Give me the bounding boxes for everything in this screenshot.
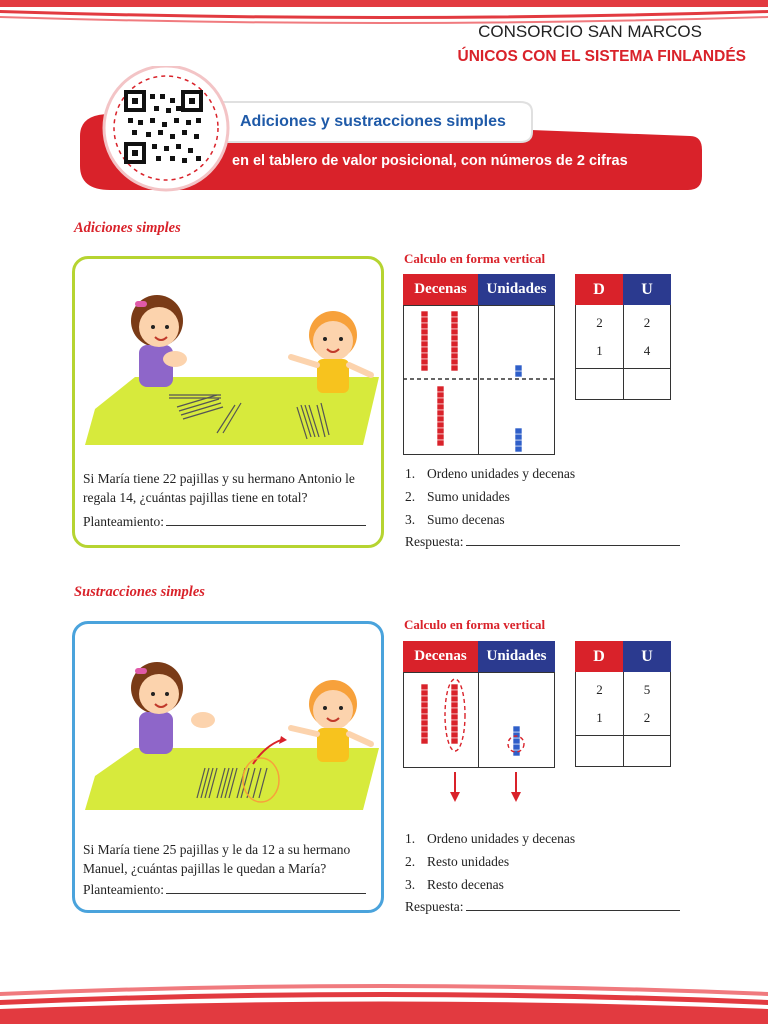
du-cell: 4 xyxy=(643,343,651,358)
step-item: 3. Sumo decenas xyxy=(405,512,505,527)
decenas-header: Decenas xyxy=(403,274,478,305)
du-cell: 2 xyxy=(596,682,603,697)
children-giving-straws-illustration xyxy=(85,642,379,812)
du-result-u[interactable] xyxy=(623,736,670,766)
du-result-u[interactable] xyxy=(623,369,670,399)
subtraction-du-table xyxy=(575,641,671,767)
addition-du-table xyxy=(575,274,671,400)
du-cell: 5 xyxy=(643,682,651,697)
organization-name: CONSORCIO SAN MARCOS xyxy=(478,22,702,41)
du-cell: 2 xyxy=(643,315,651,330)
subtraction-problem-text: Si María tiene 25 pajillas y le da 12 a su hermano Manuel, ¿cuántas pajillas le quedan a María? xyxy=(83,842,351,876)
children-with-straws-illustration xyxy=(85,277,379,447)
du-cell: 2 xyxy=(596,315,603,330)
answer-label: Respuesta: xyxy=(405,534,464,549)
addition-place-value-board xyxy=(403,274,555,460)
d-header: D xyxy=(575,274,623,305)
addition-problem-text: Si María tiene 22 pajillas y su hermano Antonio le regala 14, ¿cuántas pajillas tiene en total? xyxy=(83,471,355,505)
du-result-d[interactable] xyxy=(576,736,623,766)
organization-slogan: ÚNICOS CON EL SISTEMA FINLANDÉS xyxy=(457,48,746,65)
banner-subtitle: en el tablero de valor posicional, con números de 2 cifras xyxy=(232,153,628,169)
d-header: D xyxy=(575,641,623,672)
planteamiento-label: Planteamiento: xyxy=(83,514,164,529)
u-header: U xyxy=(623,274,671,305)
subtraction-steps xyxy=(405,827,575,896)
planteamiento-label: Planteamiento: xyxy=(83,882,164,897)
subtraction-section-title: Sustracciones simples xyxy=(74,584,205,600)
unit-cubes xyxy=(515,428,522,452)
bottom-stripes xyxy=(0,974,768,1024)
du-result-d[interactable] xyxy=(576,369,623,399)
addition-calc-label: Calculo en forma vertical xyxy=(404,251,546,266)
step-item: 3. Resto decenas xyxy=(405,877,504,892)
tens-arrow-down-icon xyxy=(450,772,460,802)
unit-cubes xyxy=(515,365,522,377)
unidades-header: Unidades xyxy=(478,641,555,672)
u-header: U xyxy=(623,641,671,672)
step-item: 1. Ordeno unidades y decenas xyxy=(405,466,576,481)
subtraction-board-grid xyxy=(403,672,555,837)
du-cell: 1 xyxy=(596,710,603,725)
du-cell: 2 xyxy=(643,710,651,725)
subtraction-answer[interactable] xyxy=(405,899,680,915)
answer-blank[interactable] xyxy=(466,899,680,911)
ten-rod xyxy=(421,684,428,744)
du-cell: 1 xyxy=(596,343,603,358)
addition-planteamiento[interactable] xyxy=(83,514,366,530)
addition-steps xyxy=(405,462,575,531)
banner-title: Adiciones y sustracciones simples xyxy=(240,113,506,130)
subtraction-calc-label: Calculo en forma vertical xyxy=(404,617,546,632)
ten-rod xyxy=(451,684,458,744)
subtraction-problem-card xyxy=(72,621,384,913)
addition-board-grid xyxy=(403,305,555,455)
units-arrow-down-icon xyxy=(511,772,521,802)
qr-code-icon[interactable] xyxy=(124,90,204,164)
addition-problem-card xyxy=(72,256,384,548)
planteamiento-blank[interactable] xyxy=(166,882,366,894)
lesson-banner xyxy=(70,66,710,196)
answer-blank[interactable] xyxy=(466,534,680,546)
answer-label: Respuesta: xyxy=(405,899,464,914)
decenas-header: Decenas xyxy=(403,641,478,672)
addition-answer[interactable] xyxy=(405,534,680,550)
step-item: 2. Sumo unidades xyxy=(405,489,510,504)
addition-section-title: Adiciones simples xyxy=(74,220,181,236)
ten-rod xyxy=(421,311,428,371)
step-item: 2. Resto unidades xyxy=(405,854,510,869)
step-item: 1. Ordeno unidades y decenas xyxy=(405,831,576,846)
planteamiento-blank[interactable] xyxy=(166,514,366,526)
ten-rod xyxy=(451,311,458,371)
top-stripes xyxy=(0,0,768,24)
ten-rod xyxy=(437,386,444,446)
unidades-header: Unidades xyxy=(478,274,555,305)
subtraction-planteamiento[interactable] xyxy=(83,882,366,898)
subtraction-place-value-board xyxy=(403,641,555,842)
